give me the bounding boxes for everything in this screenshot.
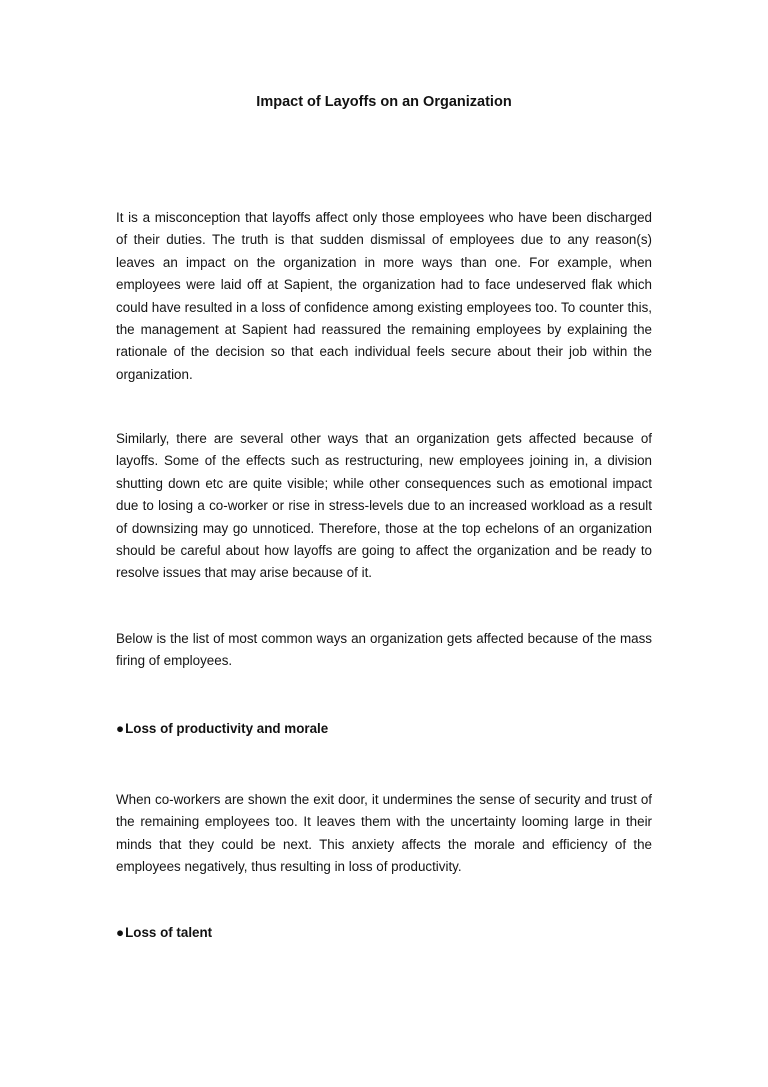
paragraph-productivity: When co-workers are shown the exit door, it undermines the sense of security and trust of the remaining employees too. It leaves them with the uncertainty looming large in their minds that they could be next. This anxiety affects the morale and efficiency of the employees negatively, thus resulting in loss of productivity. xyxy=(116,792,652,875)
section-heading-talent xyxy=(116,925,212,940)
bullet-icon: ● xyxy=(116,925,125,940)
bullet-icon: ● xyxy=(116,721,125,736)
section-heading-text: Loss of productivity and morale xyxy=(125,721,329,736)
paragraph-list-intro: Below is the list of most common ways an organization gets affected because of the mass firing of employees. xyxy=(116,631,652,669)
paragraph-intro: It is a misconception that layoffs affect only those employees who have been discharged of their duties. The truth is that sudden dismissal of employees due to any reason(s) leaves an impact on the organization in more ways than one. For example, when employees were laid off at Sapient, the organization had to face undeserved flak which could have resulted in a loss of confidence among existing employees too. To counter this, the management at Sapient had reassured the remaining employees by explaining the rationale of the decision so that each individual feels secure about their job within the organization. xyxy=(116,210,652,382)
section-heading-productivity xyxy=(116,721,328,736)
paragraph-similarly: Similarly, there are several other ways that an organization gets affected because of layoffs. Some of the effects such as restructuring, new employees joining in, a division shutting down etc are quite visible; while other consequences such as emotional impact due to losing a co-worker or rise in stress-levels due to an increased workload as a result of downsizing may go unnoticed. Therefore, those at the top echelons of an organization should be careful about how layoffs are going to affect the organization and be ready to resolve issues that may arise because of it. xyxy=(116,431,652,581)
document-title: Impact of Layoffs on an Organization xyxy=(256,94,512,110)
section-heading-text: Loss of talent xyxy=(125,925,213,940)
